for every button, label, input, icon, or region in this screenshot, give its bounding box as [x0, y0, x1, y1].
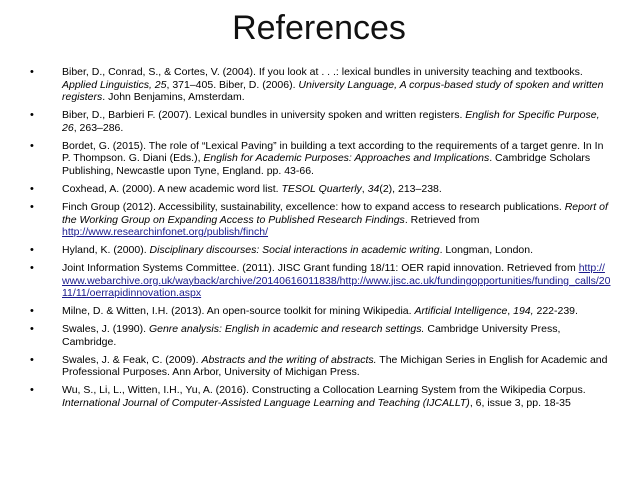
- ref-source: English for Specific Purpose, 26: [62, 109, 600, 134]
- ref-source: TESOL Quarterly: [281, 182, 362, 195]
- ref-text: Biber, D., Conrad, S., & Cortes, V. (2004). If you look at . . .: lexical bundles in university teaching and textbooks.: [62, 66, 583, 78]
- ref-text: 222-239.: [533, 305, 578, 318]
- ref-text: The Michigan Series in English for Academic and Professional Purposes. Ann Arbor, University of Michigan Press.: [62, 353, 608, 379]
- ref-text: Swales, J. & Feak, C. (2009).: [62, 353, 202, 366]
- reference-item: [30, 354, 612, 379]
- ref-source: English for Academic Purposes: Approaches and Implications: [203, 152, 490, 165]
- reference-item: [30, 384, 612, 409]
- reference-item: [30, 262, 612, 300]
- ref-source: Disciplinary discourses: Social interactions in academic writing: [149, 244, 440, 257]
- ref-source: Report of the Working Group on Expanding Access to Published Research Findings: [62, 200, 608, 226]
- reference-item: [30, 66, 612, 104]
- ref-text: ,: [361, 182, 368, 195]
- ref-text: Milne, D. & Witten, I.H. (2013). An open-source toolkit for mining Wikipedia.: [62, 305, 415, 318]
- reference-item: [30, 183, 612, 196]
- ref-text: , 371–405. Biber, D. (2006).: [166, 78, 299, 91]
- ref-text: . Retrieved from: [404, 213, 480, 226]
- ref-source: Genre analysis: English in academic and research settings.: [148, 323, 425, 336]
- ref-text: (2), 213–238.: [379, 182, 442, 195]
- ref-volume: 194,: [513, 305, 534, 318]
- ref-text: . Longman, London.: [439, 244, 534, 257]
- references-list: [30, 66, 612, 415]
- ref-text: Joint Information Systems Committee. (2011). JISC Grant funding 18/11: OER rapid innovation. Retrieved from: [62, 262, 579, 275]
- reference-item: [30, 323, 612, 348]
- ref-volume: 34: [367, 182, 380, 195]
- slide-title: References: [232, 9, 406, 47]
- ref-source: University Language, A corpus-based study of spoken and written registers: [62, 78, 604, 104]
- ref-text: Bordet, G. (2015). The role of “Lexical Paving” in building a text according to the requirements of a target genre. In In P. Thompson. G. Diani (Eds.),: [62, 139, 604, 165]
- ref-text: . John Benjamins, Amsterdam.: [102, 91, 245, 104]
- ref-source: Applied Linguistics, 25: [62, 78, 167, 91]
- reference-item: [30, 140, 612, 178]
- reference-item: [30, 244, 612, 257]
- ref-source: Abstracts and the writing of abstracts.: [201, 353, 377, 366]
- reference-item: [30, 109, 612, 134]
- ref-text: . Cambridge Scholars Publishing, Newcastle upon Tyne, England. pp. 43-66.: [62, 152, 591, 177]
- ref-link[interactable]: http://www.researchinfonet.org/publish/finch/: [62, 226, 269, 239]
- ref-text: Swales, J. (1990).: [62, 323, 149, 336]
- ref-text: ,: [507, 305, 514, 318]
- reference-item: [30, 305, 612, 318]
- ref-text: Biber, D., Barbieri F. (2007). Lexical bundles in university spoken and written registers.: [62, 109, 466, 122]
- ref-text: Finch Group (2012). Accessibility, sustainability, excellence: how to expand access to research publications.: [62, 200, 565, 213]
- ref-source: Artificial Intelligence: [414, 305, 508, 318]
- ref-link[interactable]: http://www.webarchive.org.uk/wayback/archive/20140616011838/http://www.jisc.ac.uk/fundingopportunities/funding_calls/2011/11/oerrapidinnovation.aspx: [62, 262, 611, 300]
- ref-text: Wu, S., Li, L., Witten, I.H., Yu, A. (2016). Constructing a Collocation Learning System from the Wikipedia Corpus.: [62, 384, 586, 397]
- ref-text: Hyland, K. (2000).: [62, 244, 150, 257]
- ref-text: , 263–286.: [73, 121, 124, 134]
- ref-text: , 6, issue 3, pp. 18-35: [469, 396, 571, 409]
- reference-item: [30, 201, 612, 239]
- ref-text: Coxhead, A. (2000). A new academic word list.: [62, 182, 282, 195]
- ref-text: Cambridge University Press, Cambridge.: [62, 323, 561, 348]
- ref-source: International Journal of Computer-Assisted Language Learning and Teaching (IJCALLT): [62, 396, 470, 409]
